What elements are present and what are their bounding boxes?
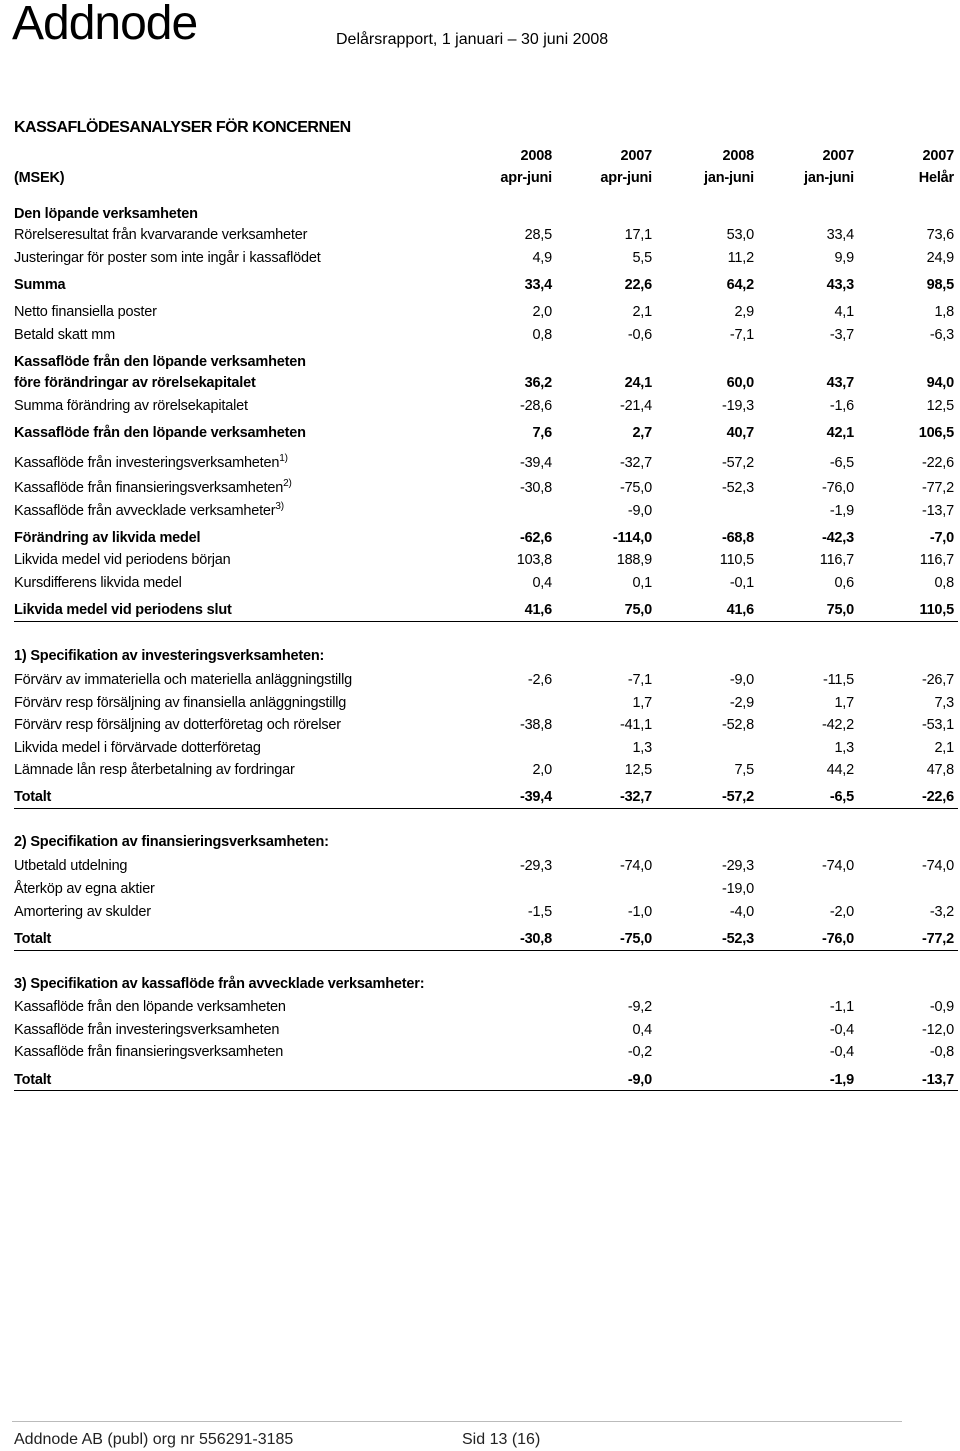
row-label: [14, 1041, 283, 1063]
row-value: 2007: [822, 148, 854, 164]
row-value: apr-juni: [500, 170, 552, 186]
footnote-marker: 2): [283, 478, 292, 490]
row-value: -13,7: [921, 503, 954, 519]
row-value: -1,6: [829, 398, 854, 414]
row-value: 73,6: [926, 227, 954, 243]
table-row: [14, 669, 958, 691]
row-value: -9,0: [627, 503, 652, 519]
row-value: 2,0: [532, 762, 552, 778]
row-value: 0,8: [532, 327, 552, 343]
section-heading: [14, 203, 958, 225]
row-value: -76,0: [821, 931, 854, 947]
row-label-text: Totalt: [14, 931, 52, 947]
table-row: [14, 599, 958, 621]
row-value: 24,9: [926, 250, 954, 266]
rule-line: [14, 808, 958, 809]
row-value: 2,0: [532, 304, 552, 320]
row-label: [14, 1069, 51, 1091]
row-value: 116,7: [919, 552, 954, 568]
row-value: 1,3: [834, 740, 854, 756]
row-value: -3,2: [929, 904, 954, 920]
row-value: -57,2: [721, 455, 754, 471]
table-row: [14, 901, 958, 923]
row-value: -4,0: [729, 904, 754, 920]
row-label-text: Återköp av egna aktier: [14, 881, 155, 897]
row-value: 103,8: [516, 552, 552, 568]
row-label: [14, 996, 286, 1018]
spec3-heading: [14, 973, 958, 995]
row-value: -29,3: [721, 858, 754, 874]
row-value: 40,7: [726, 425, 754, 441]
row-value: -2,9: [729, 695, 754, 711]
row-label: [14, 737, 261, 759]
row-label: [14, 692, 346, 714]
row-value: 75,0: [826, 602, 854, 618]
row-value: -38,8: [519, 717, 552, 733]
row-value: -32,7: [619, 789, 652, 805]
table-row: [14, 692, 958, 714]
row-label-text: Summa: [14, 277, 66, 293]
row-label: [14, 831, 329, 853]
row-value: 44,2: [826, 762, 854, 778]
row-value: -19,3: [721, 398, 754, 414]
table-row: [14, 452, 958, 474]
row-label: [14, 1019, 279, 1041]
row-value: -28,6: [519, 398, 552, 414]
row-label-text: 2) Specifikation av finansieringsverksamheten:: [14, 834, 329, 850]
row-value: 0,4: [632, 1022, 652, 1038]
row-value: 4,9: [532, 250, 552, 266]
footer-divider: [12, 1421, 902, 1422]
row-value: 33,4: [826, 227, 854, 243]
row-label-text: Justeringar för poster som inte ingår i kassaflödet: [14, 250, 321, 266]
company-logo-text: Addnode: [12, 0, 198, 50]
row-value: 1,7: [632, 695, 652, 711]
table-row: [14, 1019, 958, 1041]
row-label: [14, 527, 200, 549]
row-value: 4,1: [834, 304, 854, 320]
row-value: -2,0: [829, 904, 854, 920]
row-value: -52,8: [721, 717, 754, 733]
row-label-text: Likvida medel vid periodens början: [14, 552, 231, 568]
row-value: -52,3: [721, 480, 754, 496]
row-value: -19,0: [721, 881, 754, 897]
page-title: KASSAFLÖDESANALYSER FÖR KONCERNEN: [14, 119, 351, 136]
table-row: [14, 549, 958, 571]
row-value: -11,5: [823, 672, 854, 688]
footnote-marker: 3): [275, 501, 284, 513]
row-value: -2,6: [527, 672, 552, 688]
row-label: [14, 477, 292, 499]
row-value: -9,0: [729, 672, 754, 688]
table-row: [14, 527, 958, 549]
row-label: [14, 500, 284, 522]
row-value: 43,7: [826, 375, 854, 391]
row-value: -30,8: [519, 480, 552, 496]
row-value: -77,2: [921, 931, 954, 947]
row-value: 2,9: [734, 304, 754, 320]
table-row: [14, 996, 958, 1018]
table-row: [14, 395, 958, 417]
row-value: -21,4: [619, 398, 652, 414]
row-label: [14, 572, 182, 594]
row-value: 5,5: [632, 250, 652, 266]
row-value: 53,0: [726, 227, 754, 243]
row-value: 1,8: [934, 304, 954, 320]
row-label-text: Förändring av likvida medel: [14, 530, 201, 546]
row-label-text: Kassaflöde från avvecklade verksamheter: [14, 503, 276, 519]
footnote-marker: 1): [279, 453, 288, 465]
row-label: [14, 645, 324, 667]
row-value: 98,5: [926, 277, 954, 293]
row-value: -68,8: [721, 530, 754, 546]
row-label-text: Kassaflöde från investeringsverksamheten: [14, 455, 280, 471]
row-value: -0,2: [627, 1044, 652, 1060]
row-value: -26,7: [921, 672, 954, 688]
row-label-text: Kassaflöde från den löpande verksamheten: [14, 354, 306, 370]
row-value: 2,1: [934, 740, 954, 756]
row-value: -57,2: [721, 789, 754, 805]
row-value: 12,5: [926, 398, 954, 414]
row-value: -41,1: [619, 717, 652, 733]
footer-page-number: Sid 13 (16): [462, 1431, 541, 1448]
row-label: [14, 973, 424, 995]
table-row: [14, 274, 958, 296]
row-value: 60,0: [726, 375, 754, 391]
row-value: jan-juni: [804, 170, 854, 186]
table-row: [14, 224, 958, 246]
row-label: [14, 324, 115, 346]
row-value: -32,7: [619, 455, 652, 471]
row-label-text: Förvärv av immateriella och materiella anläggningstillg: [14, 672, 352, 688]
row-value: -1,9: [829, 1072, 854, 1088]
row-value: -22,6: [921, 789, 954, 805]
row-label-text: Likvida medel i förvärvade dotterföretag: [14, 740, 261, 756]
table-row: [14, 500, 958, 522]
row-label: [14, 167, 64, 189]
row-value: apr-juni: [600, 170, 652, 186]
row-label-text: Kassaflöde från investeringsverksamheten: [14, 1022, 280, 1038]
row-label-text: Lämnade lån resp återbetalning av fordringar: [14, 762, 295, 778]
spec1-heading: [14, 645, 958, 667]
row-value: -1,1: [829, 999, 854, 1015]
row-label: [14, 395, 248, 417]
spec2-total-row: [14, 928, 958, 950]
row-value: 41,6: [524, 602, 552, 618]
row-value: 0,4: [532, 575, 552, 591]
report-subtitle: Delårsrapport, 1 januari – 30 juni 2008: [336, 31, 609, 48]
row-label-text: Kassaflöde från den löpande verksamheten: [14, 425, 306, 441]
row-value: 0,1: [632, 575, 652, 591]
row-label-text: Förvärv resp försäljning av dotterföretag och rörelser: [14, 717, 341, 733]
row-label-text: (MSEK): [14, 170, 65, 186]
row-label-text: Betald skatt mm: [14, 327, 115, 343]
row-label-text: Totalt: [14, 789, 52, 805]
row-value: -6,5: [829, 789, 854, 805]
row-value: 41,6: [726, 602, 754, 618]
row-value: -0,4: [829, 1044, 854, 1060]
spec1-total-row: [14, 786, 958, 808]
row-value: -75,0: [619, 480, 652, 496]
row-value: 7,5: [734, 762, 754, 778]
row-label: [14, 759, 295, 781]
table-row: [14, 372, 958, 394]
rule-line: [14, 621, 958, 622]
spec2-heading: [14, 831, 958, 853]
row-value: -6,3: [929, 327, 954, 343]
rule-line: [14, 950, 958, 951]
row-value: -0,6: [627, 327, 652, 343]
row-value: -62,6: [519, 530, 552, 546]
row-value: 2008: [520, 148, 552, 164]
row-value: -75,0: [619, 931, 652, 947]
row-value: 75,0: [624, 602, 652, 618]
row-label: [14, 599, 232, 621]
row-label: [14, 224, 307, 246]
row-label-text: Kassaflöde från finansieringsverksamheten: [14, 1044, 284, 1060]
row-value: 17,1: [624, 227, 652, 243]
row-value: -1,0: [627, 904, 652, 920]
row-label-text: Rörelseresultat från kvarvarande verksamheter: [14, 227, 308, 243]
row-label-text: Förvärv resp försäljning av finansiella anläggningstillg: [14, 695, 347, 711]
row-label: [14, 301, 157, 323]
table-row: [14, 878, 958, 900]
table-row: [14, 759, 958, 781]
header-periods-row: [14, 167, 958, 189]
row-label: [14, 786, 51, 808]
row-label: [14, 928, 51, 950]
row-label: [14, 422, 306, 444]
table-row: [14, 1041, 958, 1063]
row-value: 28,5: [524, 227, 552, 243]
row-value: -39,4: [519, 455, 552, 471]
row-value: 0,6: [834, 575, 854, 591]
row-value: -6,5: [829, 455, 854, 471]
table-row: [14, 422, 958, 444]
row-value: 7,6: [532, 425, 552, 441]
row-value: 0,8: [934, 575, 954, 591]
row-value: Helår: [918, 170, 954, 186]
row-label: [14, 714, 341, 736]
table-row: [14, 572, 958, 594]
table-row: [14, 324, 958, 346]
row-value: -12,0: [921, 1022, 954, 1038]
row-label-text: Amortering av skulder: [14, 904, 151, 920]
table-row: [14, 855, 958, 877]
table-row: [14, 247, 958, 269]
row-value: 94,0: [926, 375, 954, 391]
row-label-text: Likvida medel vid periodens slut: [14, 602, 232, 618]
row-value: -1,5: [527, 904, 552, 920]
row-value: -9,0: [627, 1072, 652, 1088]
row-value: 33,4: [524, 277, 552, 293]
row-value: 2,1: [632, 304, 652, 320]
row-value: 1,3: [632, 740, 652, 756]
row-label-text: 1) Specifikation av investeringsverksamheten:: [14, 648, 325, 664]
row-value: 36,2: [524, 375, 552, 391]
table-row: [14, 714, 958, 736]
row-value: -0,8: [929, 1044, 954, 1060]
table-row: [14, 477, 958, 499]
row-label: [14, 452, 288, 474]
table-row: [14, 301, 958, 323]
row-value: 47,8: [926, 762, 954, 778]
row-label: [14, 351, 306, 373]
row-value: -0,9: [929, 999, 954, 1015]
row-label-text: Utbetald utdelning: [14, 858, 128, 874]
row-label: [14, 274, 65, 296]
row-value: -114,0: [612, 530, 652, 546]
row-value: -13,7: [921, 1072, 954, 1088]
table-row: [14, 351, 958, 373]
row-label: [14, 901, 151, 923]
row-value: 7,3: [934, 695, 954, 711]
row-value: -7,1: [627, 672, 652, 688]
row-value: 9,9: [834, 250, 854, 266]
row-value: 2007: [922, 148, 954, 164]
row-value: -74,0: [619, 858, 652, 874]
row-value: -74,0: [921, 858, 954, 874]
row-label: [14, 549, 230, 571]
row-value: 43,3: [826, 277, 854, 293]
header-years-row: [14, 145, 958, 167]
row-label-text: Den löpande verksamheten: [14, 206, 198, 222]
row-value: 2,7: [632, 425, 652, 441]
row-value: -42,3: [821, 530, 854, 546]
rule-line: [14, 1090, 958, 1091]
row-label: [14, 855, 127, 877]
row-value: -76,0: [821, 480, 854, 496]
row-label-text: före förändringar av rörelsekapitalet: [14, 375, 256, 391]
row-label-text: 3) Specifikation av kassaflöde från avvecklade verksamheter:: [14, 976, 425, 992]
row-value: -1,9: [829, 503, 854, 519]
row-label-text: Kassaflöde från den löpande verksamheten: [14, 999, 286, 1015]
row-label: [14, 669, 352, 691]
row-value: -3,7: [829, 327, 854, 343]
row-value: -39,4: [519, 789, 552, 805]
row-label: [14, 203, 198, 225]
row-label-text: Kursdifferens likvida medel: [14, 575, 182, 591]
row-value: -29,3: [519, 858, 552, 874]
footer-company: Addnode AB (publ) org nr 556291-3185: [14, 1431, 294, 1448]
row-value: -7,0: [929, 530, 954, 546]
spec3-total-row: [14, 1069, 958, 1091]
row-label-text: Kassaflöde från finansieringsverksamheten: [14, 480, 284, 496]
row-label: [14, 372, 256, 394]
row-value: 110,5: [919, 602, 954, 618]
row-value: 106,5: [918, 425, 954, 441]
row-value: -77,2: [921, 480, 954, 496]
row-value: -0,4: [829, 1022, 854, 1038]
row-value: -74,0: [821, 858, 854, 874]
row-value: 116,7: [819, 552, 854, 568]
table-row: [14, 737, 958, 759]
row-label-text: Netto finansiella poster: [14, 304, 157, 320]
row-value: 12,5: [624, 762, 652, 778]
row-value: 2007: [620, 148, 652, 164]
row-value: -22,6: [921, 455, 954, 471]
row-value: -52,3: [721, 931, 754, 947]
row-value: 22,6: [624, 277, 652, 293]
row-value: 110,5: [719, 552, 754, 568]
row-value: -7,1: [729, 327, 754, 343]
row-label-text: Totalt: [14, 1072, 52, 1088]
row-value: -53,1: [921, 717, 954, 733]
row-value: 1,7: [834, 695, 854, 711]
row-value: 64,2: [726, 277, 754, 293]
row-value: 42,1: [826, 425, 854, 441]
row-value: -42,2: [821, 717, 854, 733]
row-value: 24,1: [624, 375, 652, 391]
row-value: 188,9: [616, 552, 652, 568]
row-value: -9,2: [627, 999, 652, 1015]
row-value: -30,8: [519, 931, 552, 947]
row-label-text: Summa förändring av rörelsekapitalet: [14, 398, 248, 414]
row-label: [14, 878, 155, 900]
row-value: -0,1: [729, 575, 754, 591]
row-value: 2008: [722, 148, 754, 164]
row-value: 11,2: [727, 250, 754, 266]
row-value: jan-juni: [704, 170, 754, 186]
row-label: [14, 247, 321, 269]
